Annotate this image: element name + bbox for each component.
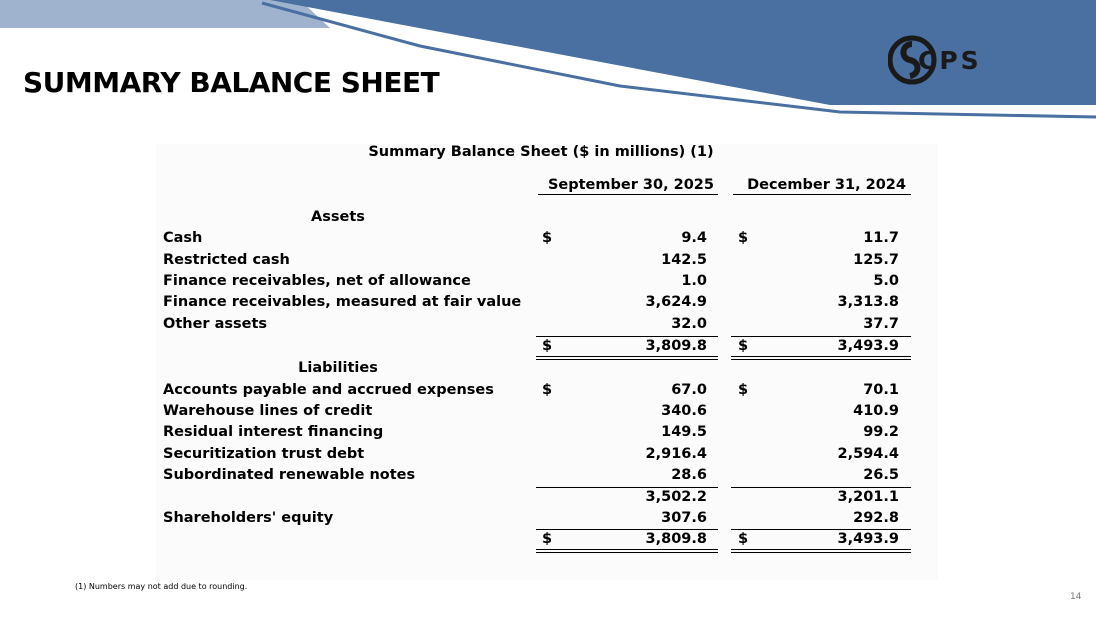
row-label: Securitization trust debt	[163, 446, 365, 462]
value-2024: 410.9	[853, 403, 899, 419]
table-row	[0, 424, 1096, 445]
table-row	[0, 294, 1096, 315]
value-2024: 26.5	[863, 467, 899, 483]
row-label: Shareholders' equity	[163, 510, 334, 526]
page-number: 14	[1070, 592, 1082, 602]
column-header-underline	[733, 194, 911, 195]
row-label: Subordinated renewable notes	[163, 467, 416, 483]
value-2024: 2,594.4	[837, 446, 899, 462]
footnote: (1) Numbers may not add due to rounding.	[75, 582, 248, 591]
section-header-liabilities	[0, 360, 1096, 381]
value-2025: 28.6	[671, 467, 707, 483]
value-2024: 3,493.9	[837, 338, 899, 354]
row-label: Restricted cash	[163, 252, 290, 268]
value-2025: 67.0	[671, 382, 707, 398]
value-2025: 149.5	[661, 424, 707, 440]
value-2025: 3,809.8	[645, 531, 707, 547]
section-label: Liabilities	[298, 360, 378, 376]
page-title: SUMMARY BALANCE SHEET	[23, 66, 440, 99]
value-2025: 9.4	[681, 230, 707, 246]
subtotal-rule	[731, 529, 911, 530]
value-2024: 3,313.8	[837, 294, 899, 310]
value-2025: 2,916.4	[645, 446, 707, 462]
value-2025: 307.6	[661, 510, 707, 526]
value-2024: 11.7	[863, 230, 899, 246]
table-row	[0, 382, 1096, 403]
value-2024: 99.2	[863, 424, 899, 440]
value-2024: 37.7	[863, 316, 899, 332]
table-row	[0, 273, 1096, 294]
table-row	[0, 230, 1096, 251]
value-2024: 292.8	[853, 510, 899, 526]
section-header-assets	[0, 209, 1096, 230]
currency-symbol: $	[542, 531, 553, 547]
table-row	[0, 510, 1096, 531]
table-row	[0, 467, 1096, 488]
subtotal-rule	[536, 487, 718, 488]
row-label: Finance receivables, net of allowance	[163, 273, 471, 289]
value-2024: 3,493.9	[837, 531, 899, 547]
subtotal-rule	[731, 336, 911, 337]
value-2025: 1.0	[681, 273, 707, 289]
value-2024: 70.1	[863, 382, 899, 398]
subtotal-rule	[731, 487, 911, 488]
table-row	[0, 446, 1096, 467]
column-header-sep-2025: September 30, 2025	[547, 177, 714, 193]
currency-symbol: $	[542, 382, 553, 398]
logo-wordmark: CPS	[918, 46, 982, 75]
column-header-dec-2024: December 31, 2024	[747, 177, 906, 193]
currency-symbol: $	[738, 230, 749, 246]
row-label: Warehouse lines of credit	[163, 403, 373, 419]
total-double-rule	[536, 549, 718, 553]
column-header-underline	[538, 194, 718, 195]
table-row	[0, 316, 1096, 337]
value-2024: 3,201.1	[837, 489, 899, 505]
table-row	[0, 252, 1096, 273]
subtotal-rule	[536, 529, 718, 530]
table-row-total-liabilities	[0, 489, 1096, 510]
row-label: Residual interest financing	[163, 424, 384, 440]
section-label: Assets	[311, 209, 365, 225]
value-2025: 3,624.9	[645, 294, 707, 310]
row-label: Finance receivables, measured at fair value	[163, 294, 522, 310]
value-2025: 3,502.2	[645, 489, 707, 505]
value-2025: 32.0	[671, 316, 707, 332]
table-title: Summary Balance Sheet ($ in millions) (1)	[368, 144, 714, 160]
currency-symbol: $	[542, 230, 553, 246]
subtotal-rule	[536, 336, 718, 337]
currency-symbol: $	[738, 531, 749, 547]
banner-light-band	[0, 0, 330, 28]
value-2024: 125.7	[853, 252, 899, 268]
currency-symbol: $	[738, 338, 749, 354]
value-2024: 5.0	[873, 273, 899, 289]
value-2025: 3,809.8	[645, 338, 707, 354]
row-label: Accounts payable and accrued expenses	[163, 382, 494, 398]
table-row	[0, 403, 1096, 424]
currency-symbol: $	[542, 338, 553, 354]
value-2025: 340.6	[661, 403, 707, 419]
currency-symbol: $	[738, 382, 749, 398]
value-2025: 142.5	[661, 252, 707, 268]
row-label: Cash	[163, 230, 203, 246]
total-double-rule	[731, 549, 911, 553]
row-label: Other assets	[163, 316, 268, 332]
